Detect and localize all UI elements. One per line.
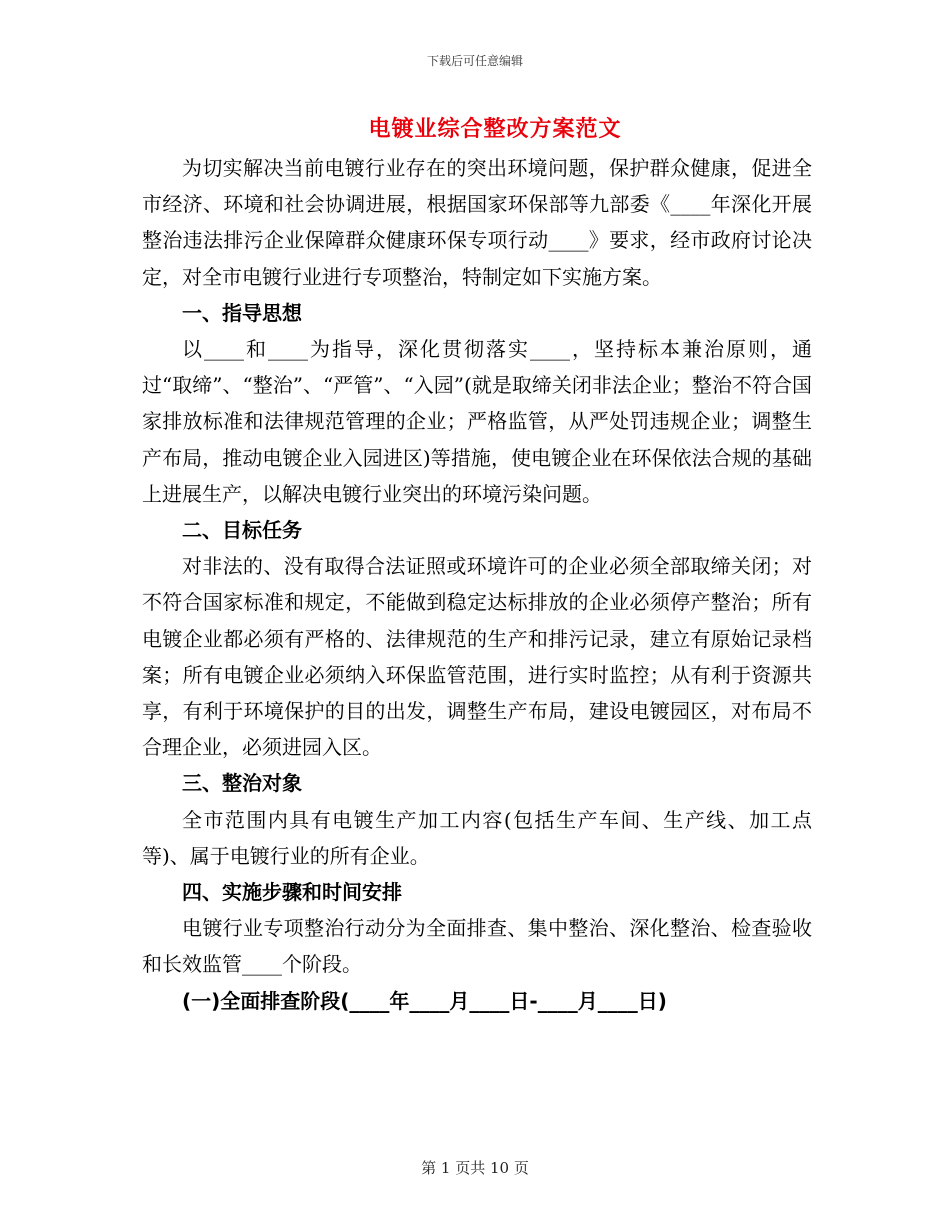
section-body-guiding-thought: 以____和____为指导，深化贯彻落实____，坚持标本兼治原则，通过“取缔”、“整治”、“严管”、“入园”(就是取缔关闭非法企业；整治不符合国家排放标准和法律规范管理的企业；严格监管，从严处罚违规企业；调整生产布局，推动电镀企业入园进区)等措施，使电镀企业在环保依法合规的基础上进展生产，以解决电镀行业突出的环境污染问题。 bbox=[142, 337, 812, 506]
section-heading-targets-of-rectification: 三、整治对象 bbox=[182, 771, 302, 796]
section-heading-targets: 二、目标任务 bbox=[182, 518, 302, 543]
section-heading-steps-schedule: 四、实施步骤和时间安排 bbox=[182, 880, 402, 905]
section-heading-guiding-thought: 一、指导思想 bbox=[182, 300, 302, 325]
page-header-note: 下载后可任意编辑 bbox=[426, 54, 523, 68]
intro-paragraph: 为切实解决当前电镀行业存在的突出环境问题，保护群众健康，促进全市经济、环境和社会协调进展，根据国家环保部等九部委《____年深化开展整治违法排污企业保障群众健康环保专项行动____》要求，经市政府讨论决定，对全市电镀行业进行专项整治，特制定如下实施方案。 bbox=[142, 156, 812, 289]
subheading-full-investigation: (一)全面排查阶段(____年____月____日-____月____日) bbox=[182, 988, 667, 1013]
section-body-targets: 对非法的、没有取得合法证照或环境许可的企业必须全部取缔关闭；对不符合国家标准和规定，不能做到稳定达标排放的企业必须停产整治；所有电镀企业都必须有严格的、法律规范的生产和排污记录，建立有原始记录档案；所有电镀企业必须纳入环保监管范围，进行实时监控；从有利于资源共享，有利于环境保护的目的出发，调整生产布局，建设电镀园区，对布局不合理企业，必须进园入区。 bbox=[142, 554, 812, 760]
document-body bbox=[142, 150, 812, 1019]
page-footer-number: 第 1 页共 10 页 bbox=[421, 1159, 529, 1177]
section-body-targets-of-rectification: 全市范围内具有电镀生产加工内容(包括生产车间、生产线、加工点等)、属于电镀行业的所有企业。 bbox=[142, 807, 812, 868]
section-body-steps-schedule: 电镀行业专项整治行动分为全面排查、集中整治、深化整治、检查验收和长效监管____个阶段。 bbox=[142, 916, 812, 977]
document-title: 电镀业综合整改方案范文 bbox=[368, 116, 622, 142]
